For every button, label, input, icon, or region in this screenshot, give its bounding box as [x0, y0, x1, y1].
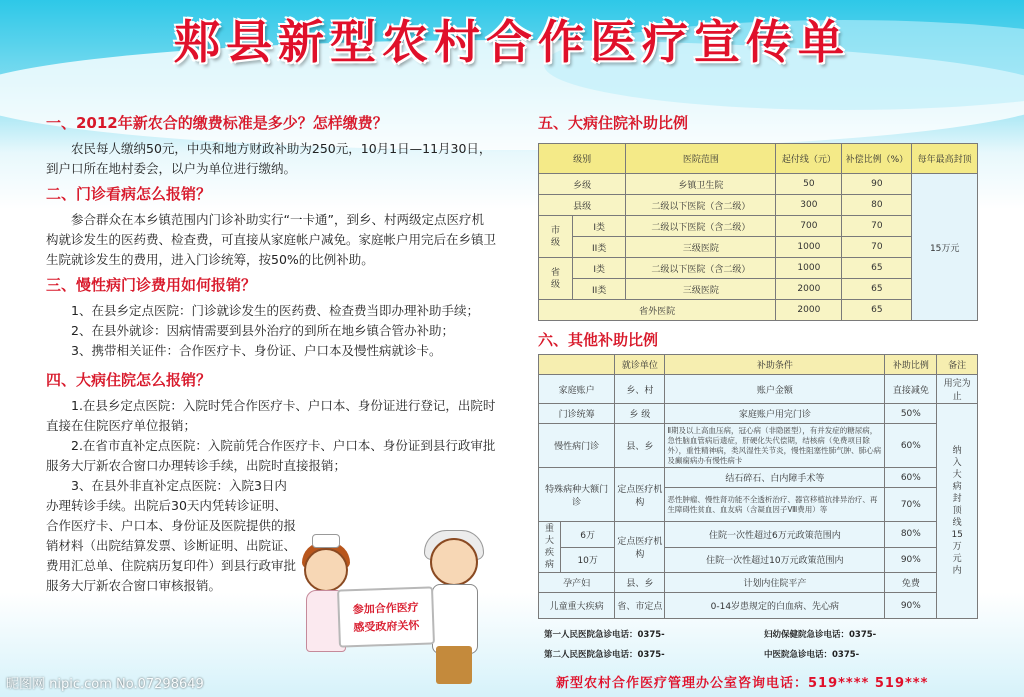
- section-4-item: 1.在县乡定点医院：入院时凭合作医疗卡、户口本、身份证进行登记，出院时直接在住院医疗单位报销；: [46, 398, 496, 433]
- level-text: 市级: [550, 225, 560, 248]
- slogan-sign: [337, 586, 435, 647]
- section-3-item: 1、在县乡定点医院：门诊就诊发生的医药费、检查费当即办理补助手续；: [71, 303, 479, 318]
- cap-note-cell: [937, 404, 978, 619]
- table-row: [539, 547, 978, 573]
- ratio-cell: 70: [842, 216, 912, 237]
- table-header-row: [539, 144, 978, 174]
- unit-cell: 县、乡: [615, 424, 665, 468]
- header-cell: 备注: [937, 355, 978, 375]
- category-cell: 慢性病门诊: [539, 424, 615, 468]
- table-row: [539, 174, 978, 195]
- level-cell: 乡级: [539, 174, 626, 195]
- scope-cell: 二级以下医院（含二级）: [626, 258, 776, 279]
- condition-cell: Ⅱ期及以上高血压病，冠心病（非隐匿型），有并发症的糖尿病，急性脑血管病后遗症，肝硬化失代偿期，结核病（免费项目除外），重性精神病，类风湿性关节炎，慢性阻塞性肺气肿、肺心病及癫痫病办有慢性病卡: [665, 424, 885, 468]
- level-cell: 县级: [539, 195, 626, 216]
- emergency-phones: [544, 628, 984, 668]
- table-row: [539, 258, 978, 279]
- ratio-cell: 50%: [885, 404, 937, 424]
- table-row: [539, 404, 978, 424]
- doctor-body: [432, 584, 478, 654]
- ratio-cell: 免费: [885, 573, 937, 593]
- nurse-icon: [304, 548, 348, 592]
- level-cell: [539, 216, 573, 258]
- level-text: 省级: [550, 267, 560, 290]
- doctor-pants: [436, 646, 472, 684]
- unit-cell: 县、乡: [615, 573, 665, 593]
- category-cell: 门诊统筹: [539, 404, 615, 424]
- ratio-cell: 80: [842, 195, 912, 216]
- unit-cell: 定点医疗机构: [615, 468, 665, 522]
- header-cell: 起付线（元）: [776, 144, 842, 174]
- condition-cell: 住院一次性超过6万元政策范围内: [665, 522, 885, 548]
- section-1-title: 一、2012年新农合的缴费标准是多少？怎样缴费？: [46, 114, 388, 132]
- page-title: 郏县新型农村合作医疗宣传单: [174, 15, 850, 69]
- header-cell: [539, 355, 615, 375]
- category-cell: [539, 522, 561, 573]
- phone-tcm-hospital: 中医院急诊电话：0375-: [764, 650, 860, 660]
- table-row: [539, 522, 978, 548]
- header-cell: 补偿比例（%）: [842, 144, 912, 174]
- section-6-title: 六、其他补助比例: [538, 331, 659, 349]
- deductible-cell: 50: [776, 174, 842, 195]
- category-text: 重大疾病: [544, 524, 554, 570]
- phone-first-hospital: 第一人民医院急诊电话：0375-: [544, 630, 665, 640]
- scope-cell: 三级医院: [626, 237, 776, 258]
- condition-cell: 恶性肿瘤、慢性肾功能不全透析治疗、器官移植抗排异治疗、再生障碍性贫血、血友病（含凝血因子Ⅷ费用）等: [665, 488, 885, 522]
- deductible-cell: 1000: [776, 237, 842, 258]
- condition-cell: 住院一次性超过10万元政策范围内: [665, 547, 885, 573]
- scope-cell: 乡镇卫生院: [626, 174, 776, 195]
- header-cell: 医院范围: [626, 144, 776, 174]
- hospital-subsidy-table: [538, 143, 978, 321]
- level-cell: [539, 258, 573, 300]
- phone-second-hospital: 第二人民医院急诊电话：0375-: [544, 650, 665, 660]
- unit-cell: 乡、村: [615, 375, 665, 404]
- slogan-line-1: 参加合作医疗: [352, 600, 419, 617]
- left-column: [46, 108, 496, 594]
- cap-note-text: 纳入大病封顶线15万元内: [951, 446, 963, 576]
- condition-cell: 账户金额: [665, 375, 885, 404]
- section-5-title: 五、大病住院补助比例: [538, 114, 689, 132]
- header-cell: 就诊单位: [615, 355, 665, 375]
- unit-cell: 定点医疗机构: [615, 522, 665, 573]
- sub-level-cell: I类: [573, 258, 626, 279]
- category-cell: 儿童重大疾病: [539, 593, 615, 619]
- ratio-cell: 65: [842, 300, 912, 321]
- phone-row: [544, 648, 984, 668]
- other-subsidy-table: [538, 354, 978, 619]
- ratio-cell: 65: [842, 258, 912, 279]
- slogan-line-2: 感受政府关怀: [353, 618, 420, 635]
- deductible-cell: 300: [776, 195, 842, 216]
- ratio-cell: 65: [842, 279, 912, 300]
- scope-cell: 二级以下医院（含二级）: [626, 195, 776, 216]
- header-cell: 级别: [539, 144, 626, 174]
- table-row: [539, 468, 978, 488]
- ratio-cell: 直接减免: [885, 375, 937, 404]
- ratio-cell: 80%: [885, 522, 937, 548]
- threshold-cell: 6万: [561, 522, 615, 548]
- threshold-cell: 10万: [561, 547, 615, 573]
- scope-cell: 三级医院: [626, 279, 776, 300]
- cartoon-illustration: [298, 528, 503, 693]
- ratio-cell: 90%: [885, 547, 937, 573]
- table-row: [539, 279, 978, 300]
- table-row: [539, 424, 978, 468]
- unit-cell: 乡 级: [615, 404, 665, 424]
- deductible-cell: 700: [776, 216, 842, 237]
- deductible-cell: 1000: [776, 258, 842, 279]
- unit-cell: 省、市定点: [615, 593, 665, 619]
- ratio-cell: 70%: [885, 488, 937, 522]
- ratio-cell: 90%: [885, 593, 937, 619]
- section-3-title: 三、慢性病门诊费用如何报销？: [46, 276, 257, 294]
- right-column: [538, 108, 978, 619]
- ratio-cell: 70: [842, 237, 912, 258]
- condition-cell: 结石碎石、白内障手术等: [665, 468, 885, 488]
- header-cell: 每年最高封顶: [912, 144, 978, 174]
- level-cell: 省外医院: [539, 300, 776, 321]
- condition-cell: 计划内住院平产: [665, 573, 885, 593]
- table-row: [539, 375, 978, 404]
- note-cell: 用完为止: [937, 375, 978, 404]
- office-hotline: 新型农村合作医疗管理办公室咨询电话：519**** 519***: [556, 676, 929, 691]
- doctor-icon: [430, 538, 478, 586]
- section-3-item: 3、携带相关证件：合作医疗卡、身份证、户口本及慢性病就诊卡。: [71, 343, 442, 358]
- section-4-title: 四、大病住院怎么报销？: [46, 371, 212, 389]
- header-cell: 补助条件: [665, 355, 885, 375]
- section-4-item: 2.在省市直补定点医院：入院前凭合作医疗卡、户口本、身份证到县行政审批服务大厅新农合窗口办理转诊手续，出院时直接报销；: [46, 438, 496, 473]
- condition-cell: 0-14岁患规定的白血病、先心病: [665, 593, 885, 619]
- ratio-cell: 90: [842, 174, 912, 195]
- table-header-row: [539, 355, 978, 375]
- deductible-cell: 2000: [776, 300, 842, 321]
- table-row: [539, 593, 978, 619]
- section-1-text: 农民每人缴纳50元，中央和地方财政补助为250元，10月1日—11月30日，到户口所在地村委会，以户为单位进行缴纳。: [46, 141, 492, 176]
- header-cell: 补助比例: [885, 355, 937, 375]
- ratio-cell: 60%: [885, 468, 937, 488]
- category-cell: 特殊病种大额门诊: [539, 468, 615, 522]
- phone-row: [544, 628, 984, 648]
- nurse-cap-icon: [312, 534, 340, 548]
- table-row: [539, 237, 978, 258]
- section-4-item: 3、在县外非直补定点医院：入院3日内办理转诊手续。出院后30天内凭转诊证明、合作医疗卡、户口本、身份证及医院提供的报销材料（出院结算发票、诊断证明、出院证、费用汇总单、住院病历复印件）到县行政审批服务大厅新农合窗口审核报销。: [46, 478, 296, 593]
- section-2-title: 二、门诊看病怎么报销？: [46, 185, 212, 203]
- cap-cell: 15万元: [912, 174, 978, 321]
- ratio-cell: 60%: [885, 424, 937, 468]
- section-2-text: 参合群众在本乡镇范围内门诊补助实行“一卡通”，到乡、村两级定点医疗机构就诊发生的医药费、检查费，可直接从家庭帐户减免。家庭帐户用完后在乡镇卫生院就诊发生的费用，进入门诊统筹，按50%的比例补助。: [46, 212, 497, 267]
- sub-level-cell: II类: [573, 279, 626, 300]
- deductible-cell: 2000: [776, 279, 842, 300]
- table-row: [539, 300, 978, 321]
- table-row: [539, 573, 978, 593]
- scope-cell: 二级以下医院（含二级）: [626, 216, 776, 237]
- table-row: [539, 216, 978, 237]
- watermark: 昵图网 nipic.com No.07298649: [6, 677, 204, 692]
- phone-maternity-hospital: 妇幼保健院急诊电话：0375-: [764, 630, 877, 640]
- condition-cell: 家庭账户用完门诊: [665, 404, 885, 424]
- sub-level-cell: II类: [573, 237, 626, 258]
- category-cell: 家庭账户: [539, 375, 615, 404]
- section-3-item: 2、在县外就诊：因病情需要到县外治疗的到所在地乡镇合管办补助；: [71, 323, 454, 338]
- category-cell: 孕产妇: [539, 573, 615, 593]
- sub-level-cell: I类: [573, 216, 626, 237]
- table-row: [539, 195, 978, 216]
